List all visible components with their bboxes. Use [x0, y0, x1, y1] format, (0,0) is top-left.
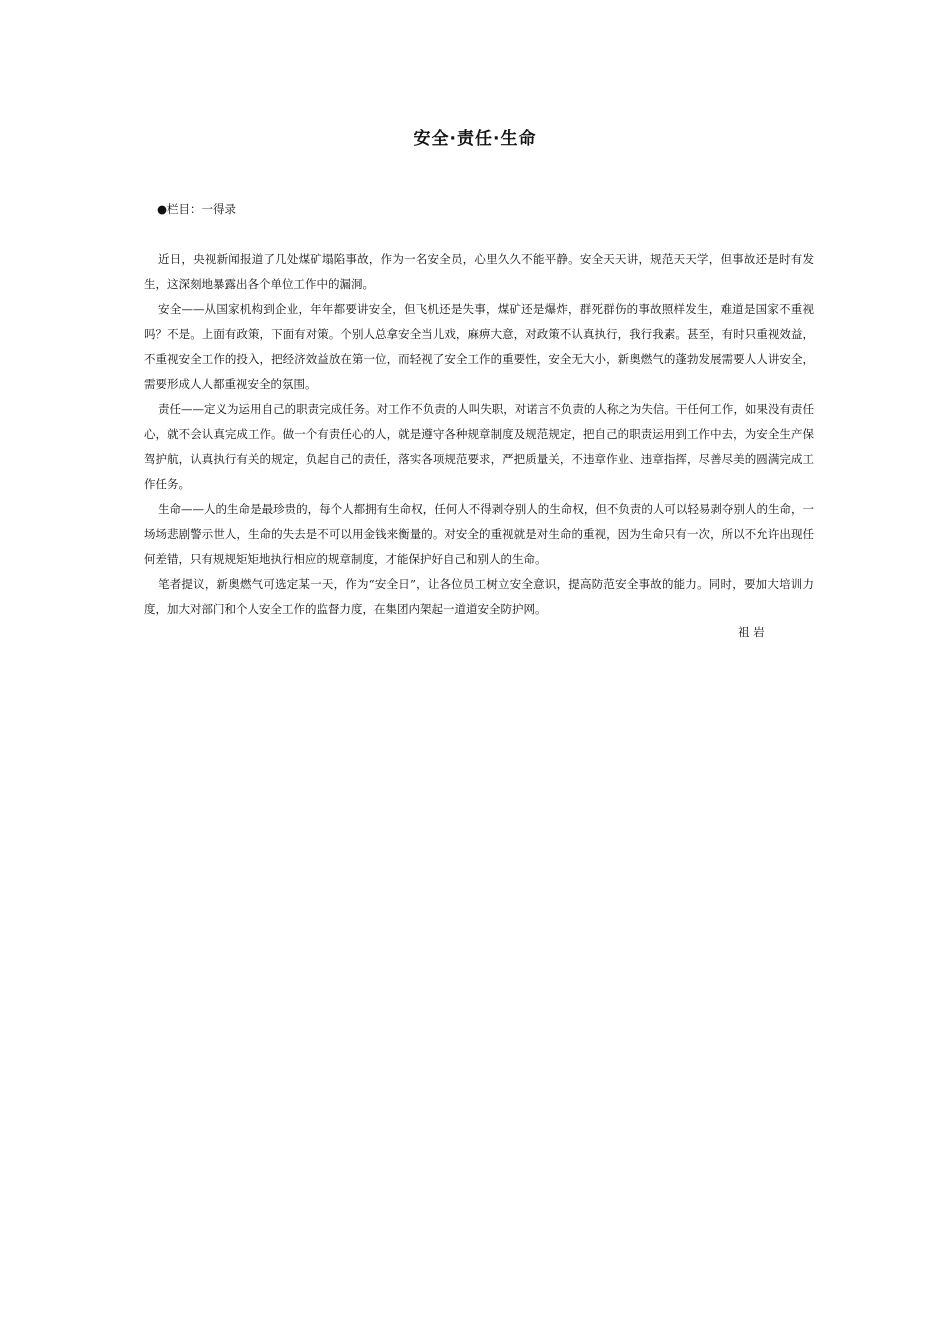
paragraph-safety: 安全——从国家机构到企业，年年都要讲安全，但飞机还是失事，煤矿还是爆炸，群死群伤的事故照样发生，难道是国家不重视吗？不是。上面有政策，下面有对策。个别人总拿安全当儿戏，麻痹大意，对政策不认真执行，我行我素。甚至，有时只重视效益，不重视安全工作的投入，把经济效益放在第一位，而轻视了安全工作的重要性，安全无大小，新奥燃气的蓬勃发展需要人人讲安全，需要形成人人都重视安全的氛围。 — [144, 302, 814, 391]
page-title: 安全·责任·生命 — [413, 129, 537, 149]
column-label: ●栏目：一得录 — [157, 202, 237, 216]
paragraph-intro: 近日，央视新闻报道了几处煤矿塌陷事故，作为一名安全员，心里久久不能平静。安全天天讲，规范天天学，但事故还是时有发生，这深刻地暴露出各个单位工作中的漏洞。 — [144, 252, 814, 291]
paragraph-responsibility: 责任——定义为运用自己的职责完成任务。对工作不负责的人叫失职，对诺言不负责的人称之为失信。干任何工作，如果没有责任心，就不会认真完成工作。做一个有责任心的人，就是遵守各种规章制度及规范规定，把自己的职责运用到工作中去，为安全生产保驾护航，认真执行有关的规定，负起自己的责任，落实各项规范要求，严把质量关，不违章作业、违章指挥，尽善尽美的圆满完成工作任务。 — [144, 402, 814, 491]
paragraph-proposal: 笔者提议，新奥燃气可选定某一天，作为“安全日”，让各位员工树立安全意识，提高防范安全事故的能力。同时，要加大培训力度，加大对部门和个人安全工作的监督力度，在集团内架起一道道安全防护网。 — [144, 577, 814, 616]
author-name: 祖 岩 — [738, 625, 765, 639]
article-body — [144, 247, 814, 622]
paragraph-life: 生命——人的生命是最珍贵的，每个人都拥有生命权，任何人不得剥夺别人的生命权，但不负责的人可以轻易剥夺别人的生命，一场场悲剧警示世人，生命的失去是不可以用金钱来衡量的。对安全的重视就是对生命的重视，因为生命只有一次，所以不允许出现任何差错，只有规规矩矩地执行相应的规章制度，才能保护好自己和别人的生命。 — [144, 502, 814, 566]
